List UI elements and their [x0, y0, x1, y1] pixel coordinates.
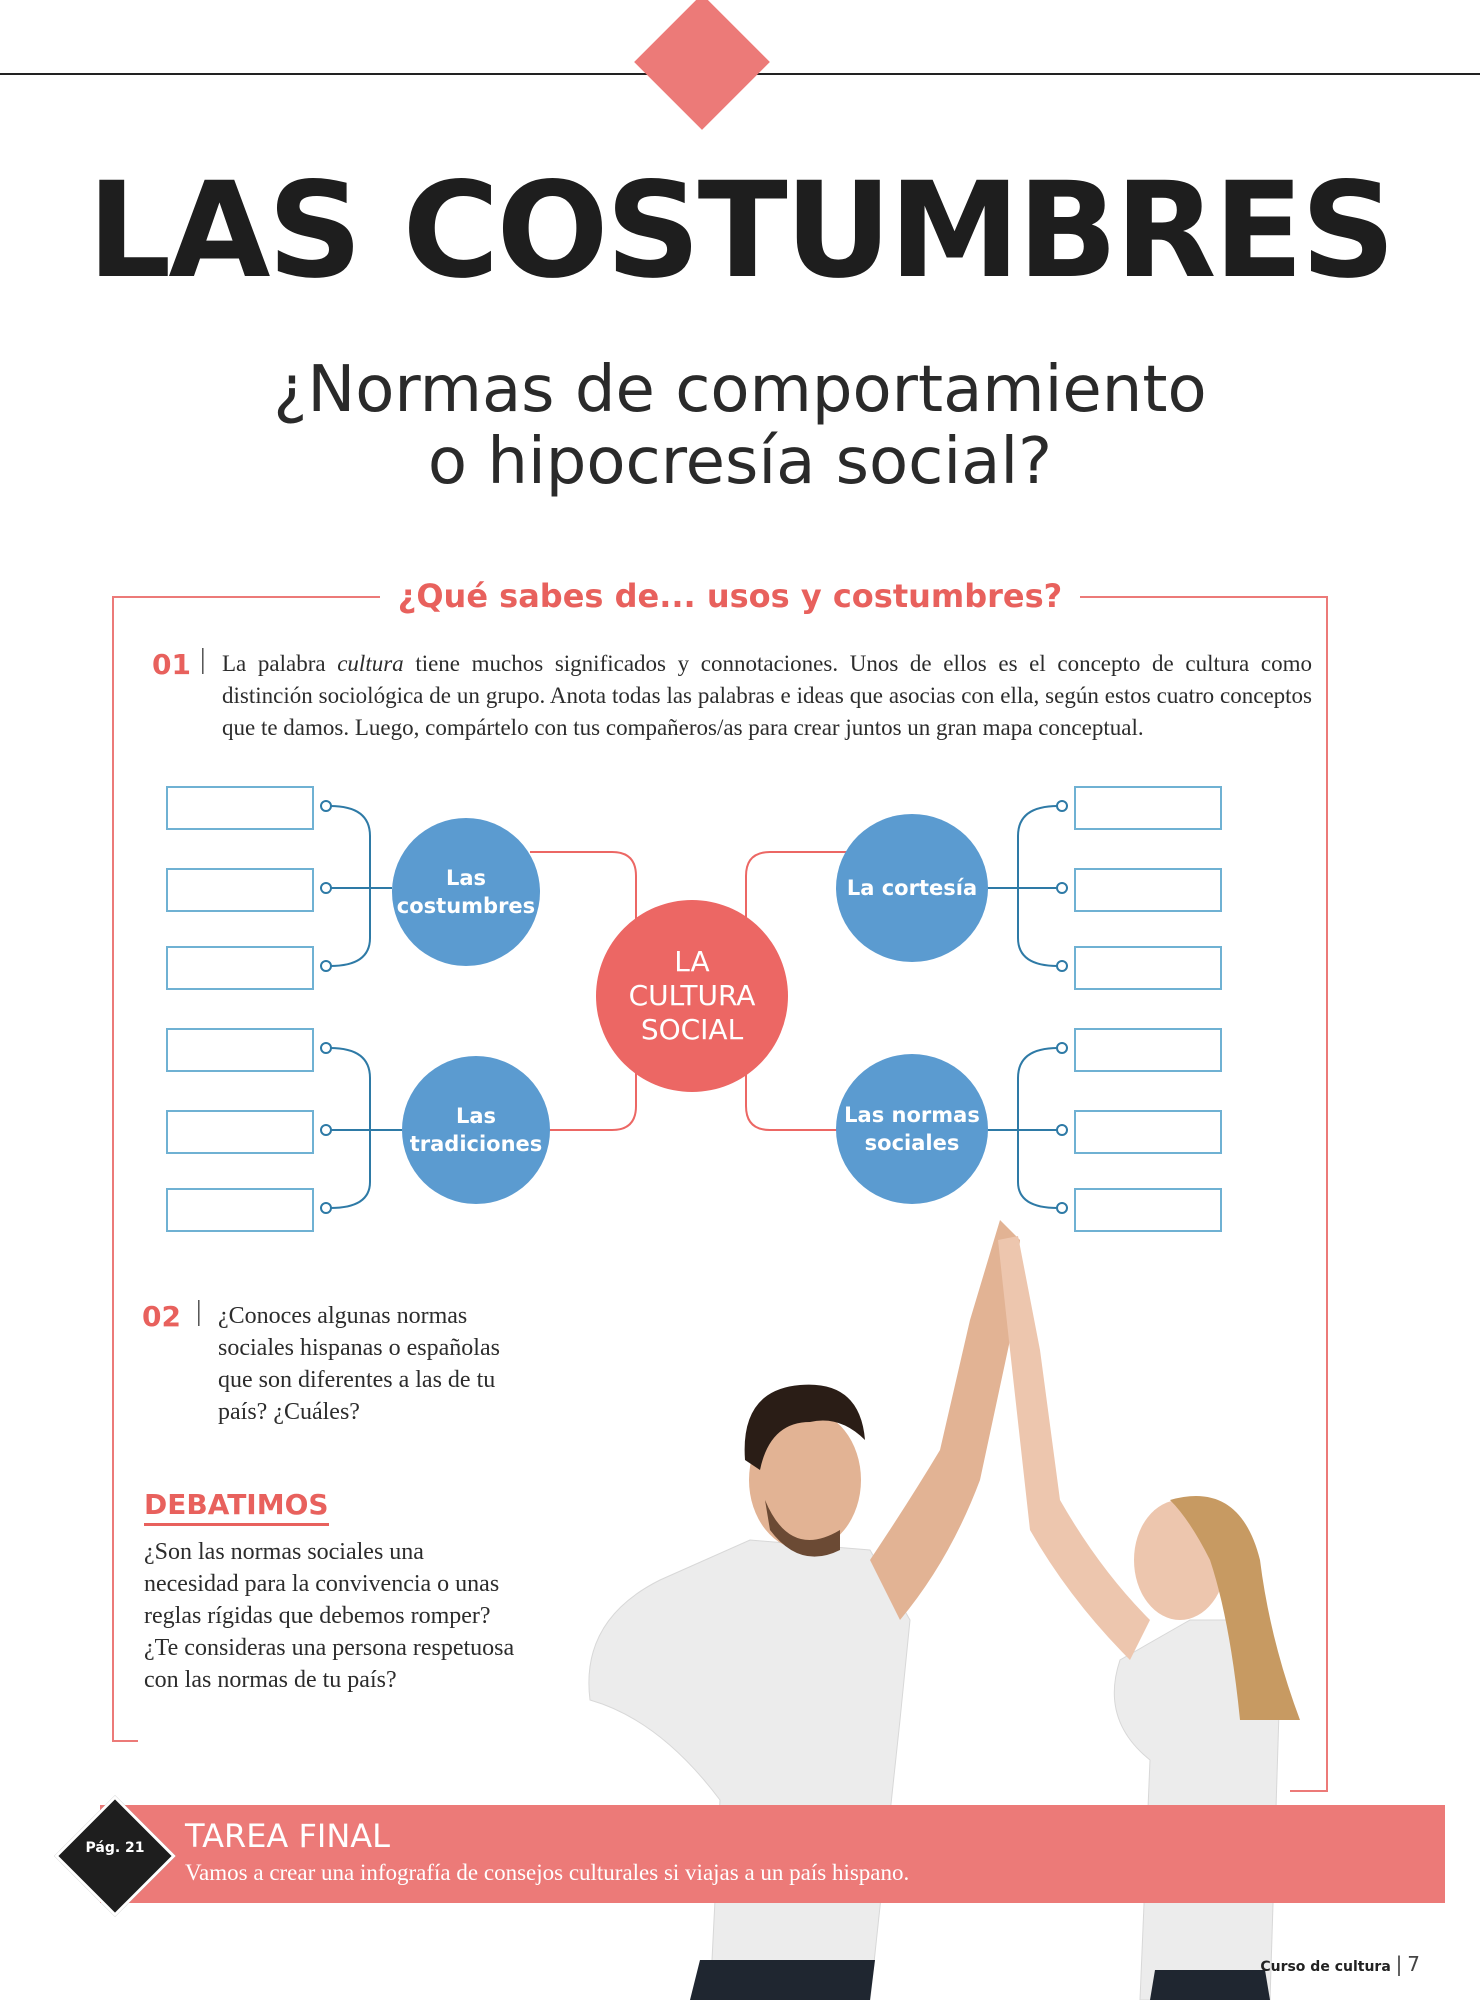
- footer-label: Curso de cultura: [1260, 1959, 1391, 1975]
- section-heading: ¿Qué sabes de... usos y costumbres?: [380, 576, 1080, 616]
- page-reference-label[interactable]: Pág. 21: [85, 1840, 145, 1856]
- subtitle-line-2: o hipocresía social?: [427, 425, 1053, 499]
- center-circle-cultura-social: LA CULTURA SOCIAL: [596, 900, 788, 1092]
- answer-box-tradiciones-3[interactable]: [166, 1188, 314, 1232]
- final-task-title: TAREA FINAL: [185, 1817, 390, 1855]
- answer-box-cortesia-3[interactable]: [1074, 946, 1222, 990]
- answer-box-tradiciones-2[interactable]: [166, 1110, 314, 1154]
- subtitle-line-1: ¿Normas de comportamiento: [273, 353, 1207, 427]
- answer-box-cortesia-2[interactable]: [1074, 868, 1222, 912]
- question-1-divider: |: [200, 644, 206, 675]
- answer-box-costumbres-2[interactable]: [166, 868, 314, 912]
- final-task-text: Vamos a crear una infografía de consejos culturales si viajas a un país hispano.: [185, 1860, 910, 1885]
- question-2-divider: |: [196, 1296, 202, 1327]
- debate-text: ¿Son las normas sociales una necesidad para la convivencia o unas reglas rígidas que debemos romper? ¿Te consideras una persona respetuosa con las normas de tu país?: [144, 1539, 515, 1693]
- answer-box-cortesia-1[interactable]: [1074, 786, 1222, 830]
- frame-bottom-left-stub: [112, 1740, 138, 1742]
- italic-word-cultura: cultura: [337, 651, 404, 676]
- answer-box-costumbres-1[interactable]: [166, 786, 314, 830]
- answer-box-normas-1[interactable]: [1074, 1028, 1222, 1072]
- answer-box-costumbres-3[interactable]: [166, 946, 314, 990]
- page-footer: [1260, 1952, 1420, 1976]
- question-2-text: ¿Conoces algunas normas sociales hispanas o españolas que son diferentes a las de tu país? ¿Cuáles?: [218, 1303, 500, 1425]
- question-1-number: 01: [152, 648, 191, 681]
- page-number: 7: [1407, 1952, 1420, 1976]
- question-2-number: 02: [142, 1300, 181, 1333]
- concept-circle-cortesia: La cortesía: [836, 814, 988, 962]
- concept-circle-costumbres: Las costumbres: [392, 818, 540, 966]
- concept-circle-normas-sociales: Las normas sociales: [836, 1054, 988, 1204]
- debate-heading: DEBATIMOS: [144, 1488, 329, 1526]
- question-1-text: La palabra cultura tiene muchos significados y connotaciones. Unos de ellos es el concepto de cultura como distinción sociológica de un grupo. Anota todas las palabras e ideas que asocias con ella, según estos cuatro conceptos que te damos. Luego, compártelo con tus compañeros/as para crear juntos un gran mapa conceptual.: [222, 651, 1312, 740]
- footer-separator: |: [1395, 1952, 1403, 1976]
- page-title: LAS COSTUMBRES: [87, 154, 1393, 308]
- answer-box-tradiciones-1[interactable]: [166, 1028, 314, 1072]
- answer-box-normas-2[interactable]: [1074, 1110, 1222, 1154]
- concept-circle-tradiciones: Las tradiciones: [402, 1056, 550, 1204]
